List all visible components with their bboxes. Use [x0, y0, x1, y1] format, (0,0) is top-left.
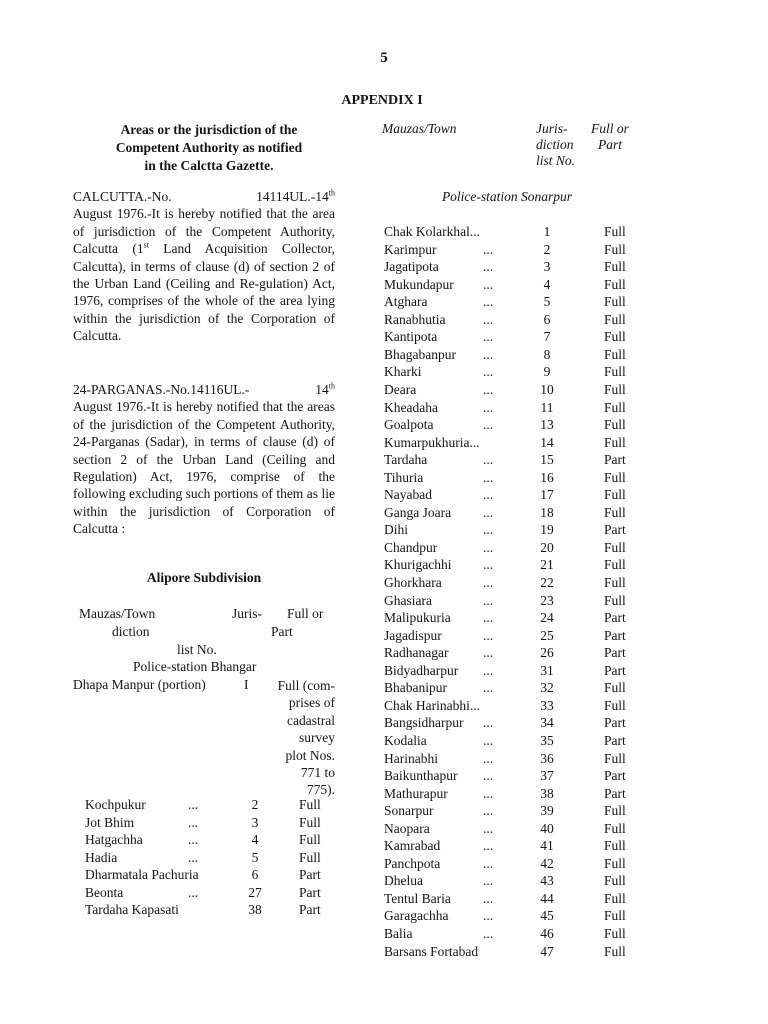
mauza-name: Dharmatala Pachuria: [85, 867, 199, 882]
extent: Full: [299, 849, 321, 865]
mauza-name: Beonta: [85, 884, 124, 900]
mauza-name: Baikunthapur: [384, 768, 458, 784]
list-number: 27: [248, 884, 262, 900]
mauza-name: Kochpukur: [85, 797, 146, 812]
list-number: 35: [540, 732, 554, 748]
table-row: [384, 312, 634, 329]
table-row: [384, 628, 634, 645]
table-row: [384, 856, 634, 873]
mauza-name: Malipukuria: [384, 610, 451, 626]
list-number: 37: [540, 768, 554, 784]
table-row: [384, 803, 634, 820]
extent: Full: [604, 417, 626, 433]
dots: ...: [483, 908, 494, 924]
extent: Full: [604, 224, 626, 239]
list-number: 6: [251, 867, 259, 882]
extent: Full: [299, 832, 321, 847]
mauza-name: Ganga Joara: [384, 504, 452, 520]
mauza-name: Ghasiara: [384, 592, 432, 608]
calcutta-text-1: August 1976.-It is hereby notified that the area of jurisdiction of the Competent Authority, Calcutta (1: [73, 206, 335, 257]
table-row: [384, 347, 634, 364]
dots: ...: [483, 469, 494, 485]
mauza-name: Kharki: [384, 364, 422, 380]
dots: ...: [483, 575, 494, 590]
dots: ...: [483, 417, 494, 433]
dots: ...: [483, 785, 494, 801]
mauza-name: Jagadispur: [384, 627, 442, 643]
dhapa-status-line: survey: [299, 730, 335, 746]
calcutta-text-sup: st: [143, 240, 149, 250]
extent: Full: [604, 557, 626, 573]
calcutta-body: [73, 205, 335, 344]
extent: Part: [604, 452, 626, 468]
table-row: [85, 850, 335, 867]
mauza-name: Chandpur: [384, 539, 438, 555]
table-row: [384, 557, 634, 574]
parganas-heading-b: [315, 381, 335, 398]
table-row: [384, 645, 634, 662]
extent: Full: [604, 434, 626, 450]
calcutta-sup: th: [328, 188, 335, 198]
parganas-heading: [73, 381, 335, 398]
table-row: [384, 259, 634, 276]
calcutta-heading-b: [256, 188, 335, 205]
dots: ...: [483, 820, 494, 836]
mauza-name: Mukundapur: [384, 276, 454, 292]
table-row: [384, 329, 634, 346]
calcutta-heading-a: CALCUTTA.-No.: [73, 189, 172, 204]
list-number: 26: [540, 645, 554, 661]
dots: ...: [483, 680, 494, 696]
extent: Full: [604, 311, 626, 327]
list-number: 3: [543, 259, 551, 275]
list-number: 38: [540, 785, 554, 801]
mauza-name: Kheadaha: [384, 399, 438, 415]
table-row: [85, 885, 335, 902]
extent: Full: [604, 381, 626, 397]
extent: Part: [604, 768, 626, 784]
table-row: [384, 926, 634, 943]
calcutta-number: 14114UL.-14: [256, 189, 329, 204]
table-row: [384, 400, 634, 417]
table-row: [384, 908, 634, 925]
dots: ...: [483, 662, 494, 678]
extent: Part: [604, 627, 626, 643]
dots: ...: [483, 294, 494, 310]
table-row: [384, 277, 634, 294]
dots: ...: [483, 768, 494, 784]
list-number: 7: [543, 329, 551, 345]
dots: ...: [188, 832, 199, 847]
list-number: 11: [540, 399, 554, 415]
dots: ...: [483, 715, 494, 731]
dhapa-name: Dhapa Manpur (portion): [73, 677, 206, 692]
table-row: [85, 815, 335, 832]
dhapa-number: I: [244, 677, 249, 692]
list-number: 38: [248, 902, 262, 917]
table-row: [384, 873, 634, 890]
mauza-name: Mathurapur: [384, 785, 448, 801]
mauza-name: Harinabhi: [384, 750, 438, 766]
right-col-mauzas: Mauzas/Town: [382, 121, 457, 136]
list-number: 3: [251, 814, 259, 830]
dots: ...: [483, 241, 494, 257]
parganas-number: 14: [315, 382, 329, 397]
list-number: 21: [540, 557, 554, 573]
list-number: 31: [540, 662, 554, 678]
mauza-name: Goalpota: [384, 417, 434, 433]
table-row: [384, 610, 634, 627]
mauza-name: Bhagabanpur: [384, 346, 456, 362]
dots: ...: [483, 452, 494, 468]
extent: Full: [604, 259, 626, 275]
extent: Part: [299, 902, 321, 917]
right-col-juris-line: list No.: [536, 153, 576, 168]
extent: Full: [604, 469, 626, 485]
table-row: [384, 435, 634, 452]
mauza-name: Naopara: [384, 820, 430, 836]
dots: ...: [483, 627, 494, 643]
mauza-name: Hatgachha: [85, 832, 143, 847]
parganas-heading-a: 24-PARGANAS.-No.14116UL.-: [73, 382, 250, 397]
extent: Full: [604, 364, 626, 380]
list-number: 2: [251, 797, 259, 812]
mauza-name: Jagatipota: [384, 259, 439, 275]
extent: Part: [604, 522, 626, 538]
mauza-name: Jot Bhim: [85, 814, 135, 830]
dots: ...: [483, 610, 494, 626]
mauza-name: Ghorkhara: [384, 575, 442, 590]
dhapa-status-line: plot Nos.: [285, 747, 335, 763]
list-number: 32: [540, 680, 554, 696]
table-row: [85, 832, 335, 849]
list-number: 5: [251, 849, 259, 865]
list-number: 41: [540, 838, 554, 854]
dots: ...: [483, 346, 494, 362]
left-heading: [78, 121, 340, 175]
table-row: [384, 294, 634, 311]
list-number: 20: [540, 539, 554, 555]
extent: Part: [299, 884, 321, 900]
table-row: [384, 575, 634, 592]
extent: Full: [604, 838, 626, 854]
dots: ...: [483, 557, 494, 573]
parganas-notification: [73, 381, 335, 538]
dots: ...: [483, 329, 494, 345]
extent: Part: [299, 867, 321, 882]
dhapa-status: [230, 677, 335, 799]
dhapa-status-line: cadastral: [287, 712, 335, 728]
mauza-name: Bidyadharpur: [384, 662, 459, 678]
left-col-full-or: Full or: [287, 606, 324, 621]
extent: Part: [604, 732, 626, 748]
calcutta-notification: [73, 188, 335, 345]
table-row: [384, 505, 634, 522]
list-number: 14: [540, 434, 554, 450]
dots: ...: [483, 276, 494, 292]
dots: ...: [188, 797, 199, 812]
dots: ...: [188, 884, 199, 900]
mauza-name: Dihi: [384, 522, 409, 538]
dots: ...: [483, 522, 494, 538]
list-number: 22: [540, 575, 554, 590]
mauza-name: Dhelua: [384, 873, 423, 889]
dots: ...: [483, 855, 494, 871]
extent: Full: [604, 680, 626, 696]
list-number: 2: [543, 241, 551, 257]
dots: ...: [483, 311, 494, 327]
table-row: [384, 698, 634, 715]
list-number: 34: [540, 715, 554, 731]
extent: Full: [604, 539, 626, 555]
list-number: 1: [543, 224, 551, 239]
extent: Full: [604, 820, 626, 836]
right-col-juris: [536, 121, 575, 169]
left-heading-line: Areas or the jurisdiction of the: [120, 122, 298, 137]
list-number: 24: [540, 610, 554, 626]
list-number: 18: [540, 504, 554, 520]
right-police-station: Police-station Sonarpur: [441, 189, 573, 204]
dots: ...: [483, 838, 494, 854]
list-number: 5: [543, 294, 551, 310]
table-row: [384, 768, 634, 785]
table-row: [85, 902, 335, 919]
extent: Full: [604, 329, 626, 345]
list-number: 33: [540, 697, 554, 713]
mauza-name: Sonarpur: [384, 803, 434, 819]
calcutta-heading: [73, 188, 335, 205]
page-number: 5: [380, 50, 388, 66]
list-number: 44: [540, 890, 554, 906]
dots: ...: [483, 873, 494, 889]
right-col-juris-line: diction: [536, 137, 574, 152]
table-row: [384, 470, 634, 487]
list-number: 6: [543, 311, 551, 327]
dots: ...: [483, 803, 494, 819]
dots: ...: [483, 504, 494, 520]
table-row: [384, 733, 634, 750]
left-col-mauzas: Mauzas/Town: [79, 606, 156, 621]
mauza-name: Balia: [384, 926, 413, 941]
dots: ...: [188, 849, 199, 865]
list-number: 13: [540, 417, 554, 433]
mauza-name: Atghara: [384, 294, 428, 310]
left-police-station: Police-station Bhangar: [133, 659, 257, 674]
extent: Full: [604, 943, 626, 959]
mauza-name: Kantipota: [384, 329, 438, 345]
extent: Full: [604, 926, 626, 941]
extent: Full: [299, 814, 321, 830]
mauza-name: Nayabad: [384, 487, 432, 503]
table-row: [384, 786, 634, 803]
table-row: [384, 417, 634, 434]
left-heading-line: in the Calctta Gazette.: [144, 158, 274, 173]
extent: Part: [604, 610, 626, 626]
mauza-name: Deara: [384, 381, 417, 397]
mauza-name: Garagachha: [384, 908, 449, 924]
mauza-name: Radhanagar: [384, 645, 449, 661]
calcutta-text-2: Land Acquisition Collector, Calcutta), in terms of clause (d) of section 2 of the Urban Land (Ceiling and Re-gulation) Act, 1976, comprises of the whole of the area lying within the jurisdiction of the Corporation of Calcutta.: [73, 241, 336, 344]
mauza-name: Hadia: [85, 849, 118, 865]
left-col-juris: Juris-: [232, 606, 262, 621]
list-number: 23: [540, 592, 554, 608]
right-col-juris-line: Juris-: [536, 121, 568, 136]
extent: Full: [604, 908, 626, 924]
list-number: 8: [543, 346, 551, 362]
mauza-name: Karimpur: [384, 241, 437, 257]
dots: ...: [483, 364, 494, 380]
alipore-subdivision-title: Alipore Subdivision: [146, 570, 262, 585]
extent: Full: [604, 592, 626, 608]
left-col-diction: diction: [112, 624, 150, 639]
extent: Part: [604, 715, 626, 731]
mauza-name: Barsans Fortabad: [384, 943, 479, 959]
mauza-name: Bangsidharpur: [384, 715, 464, 731]
right-col-full-line: Full or: [591, 121, 629, 136]
mauza-name: Panchpota: [384, 855, 441, 871]
table-row: [384, 751, 634, 768]
table-row: [384, 540, 634, 557]
table-row: [384, 522, 634, 539]
list-number: 15: [540, 452, 554, 468]
table-row: [384, 593, 634, 610]
dhapa-status-line: 775).: [306, 782, 335, 798]
extent: Full: [604, 803, 626, 819]
dhapa-status-line: prises of: [288, 695, 335, 711]
mauza-name: Chak Harinabhi...: [384, 697, 480, 713]
extent: Full: [604, 855, 626, 871]
table-row: [384, 487, 634, 504]
dhapa-status-line: Full (com-: [277, 678, 335, 693]
extent: Full: [604, 241, 626, 257]
mauza-name: Khurigachhi: [384, 557, 452, 573]
extent: Full: [604, 399, 626, 415]
list-number: 10: [540, 381, 554, 397]
list-number: 46: [540, 926, 554, 941]
mauza-name: Tentul Baria: [384, 890, 451, 906]
extent: Full: [604, 697, 626, 713]
dots: ...: [483, 487, 494, 503]
list-number: 9: [543, 364, 551, 380]
dots: ...: [483, 259, 494, 275]
extent: Full: [604, 346, 626, 362]
right-col-full-line: Part: [597, 137, 622, 152]
mauza-name: Tardaha Kapasati: [85, 902, 179, 917]
dots: ...: [483, 750, 494, 766]
dots: ...: [483, 645, 494, 661]
left-heading-line: Competent Authority as notified: [115, 140, 303, 155]
list-number: 16: [540, 469, 554, 485]
table-row: [85, 867, 335, 884]
table-row: [384, 364, 634, 381]
mauza-name: Kodalia: [384, 732, 427, 748]
dots: ...: [483, 539, 494, 555]
dots: ...: [188, 814, 199, 830]
dots: ...: [483, 399, 494, 415]
mauza-name: Kamrabad: [384, 838, 441, 854]
dots: ...: [483, 381, 494, 397]
right-col-full: [586, 121, 634, 153]
mauza-name: Tardaha: [384, 452, 428, 468]
mauza-name: Kumarpukhuria...: [384, 434, 480, 450]
extent: Part: [604, 785, 626, 801]
dots: ...: [483, 890, 494, 906]
parganas-body: August 1976.-It is hereby notified that the areas of the jurisdiction of the Competent Authority, 24-Parganas (Sadar), in terms of clause (d) of section 2 of the Urban Land (Ceiling and Regulation) Act, 1976, comprise of the following excluding such portions of them as lie within the jurisdiction of Corporation of Calcutta :: [73, 399, 335, 537]
mauza-name: Ranabhutia: [384, 311, 446, 327]
table-row: [384, 224, 634, 241]
table-row: [384, 382, 634, 399]
table-row: [384, 452, 634, 469]
dots: ...: [483, 592, 494, 608]
table-row: [384, 715, 634, 732]
table-row: [384, 680, 634, 697]
mauza-name: Tihuria: [384, 469, 424, 485]
table-row: [384, 838, 634, 855]
list-number: 47: [540, 943, 554, 959]
dots: ...: [483, 926, 494, 941]
mauza-name: Chak Kolarkhal...: [384, 224, 480, 239]
list-number: 4: [251, 832, 259, 847]
extent: Full: [604, 575, 626, 590]
dots: ...: [483, 732, 494, 748]
table-row: [384, 242, 634, 259]
list-number: 19: [540, 522, 554, 538]
list-number: 17: [540, 487, 554, 503]
extent: Full: [604, 487, 626, 503]
extent: Full: [604, 873, 626, 889]
mauza-name: Bhabanipur: [384, 680, 447, 696]
list-number: 40: [540, 820, 554, 836]
extent: Full: [604, 294, 626, 310]
left-col-listno: list No.: [177, 642, 217, 657]
left-col-part: Part: [271, 624, 293, 639]
list-number: 4: [543, 276, 551, 292]
table-row: [384, 891, 634, 908]
list-number: 45: [540, 908, 554, 924]
dhapa-status-line: 771 to: [300, 765, 335, 781]
list-number: 25: [540, 627, 554, 643]
extent: Full: [604, 750, 626, 766]
extent: Full: [604, 890, 626, 906]
list-number: 42: [540, 855, 554, 871]
table-row: [384, 821, 634, 838]
extent: Full: [604, 504, 626, 520]
list-number: 36: [540, 750, 554, 766]
extent: Part: [604, 662, 626, 678]
list-number: 43: [540, 873, 554, 889]
appendix-title: APPENDIX I: [341, 93, 423, 108]
list-number: 39: [540, 803, 554, 819]
extent: Part: [604, 645, 626, 661]
table-row: [384, 944, 634, 961]
table-row: [384, 663, 634, 680]
parganas-sup: th: [328, 381, 335, 391]
extent: Full: [604, 276, 626, 292]
extent: Full: [299, 797, 321, 812]
table-row: [85, 797, 335, 814]
